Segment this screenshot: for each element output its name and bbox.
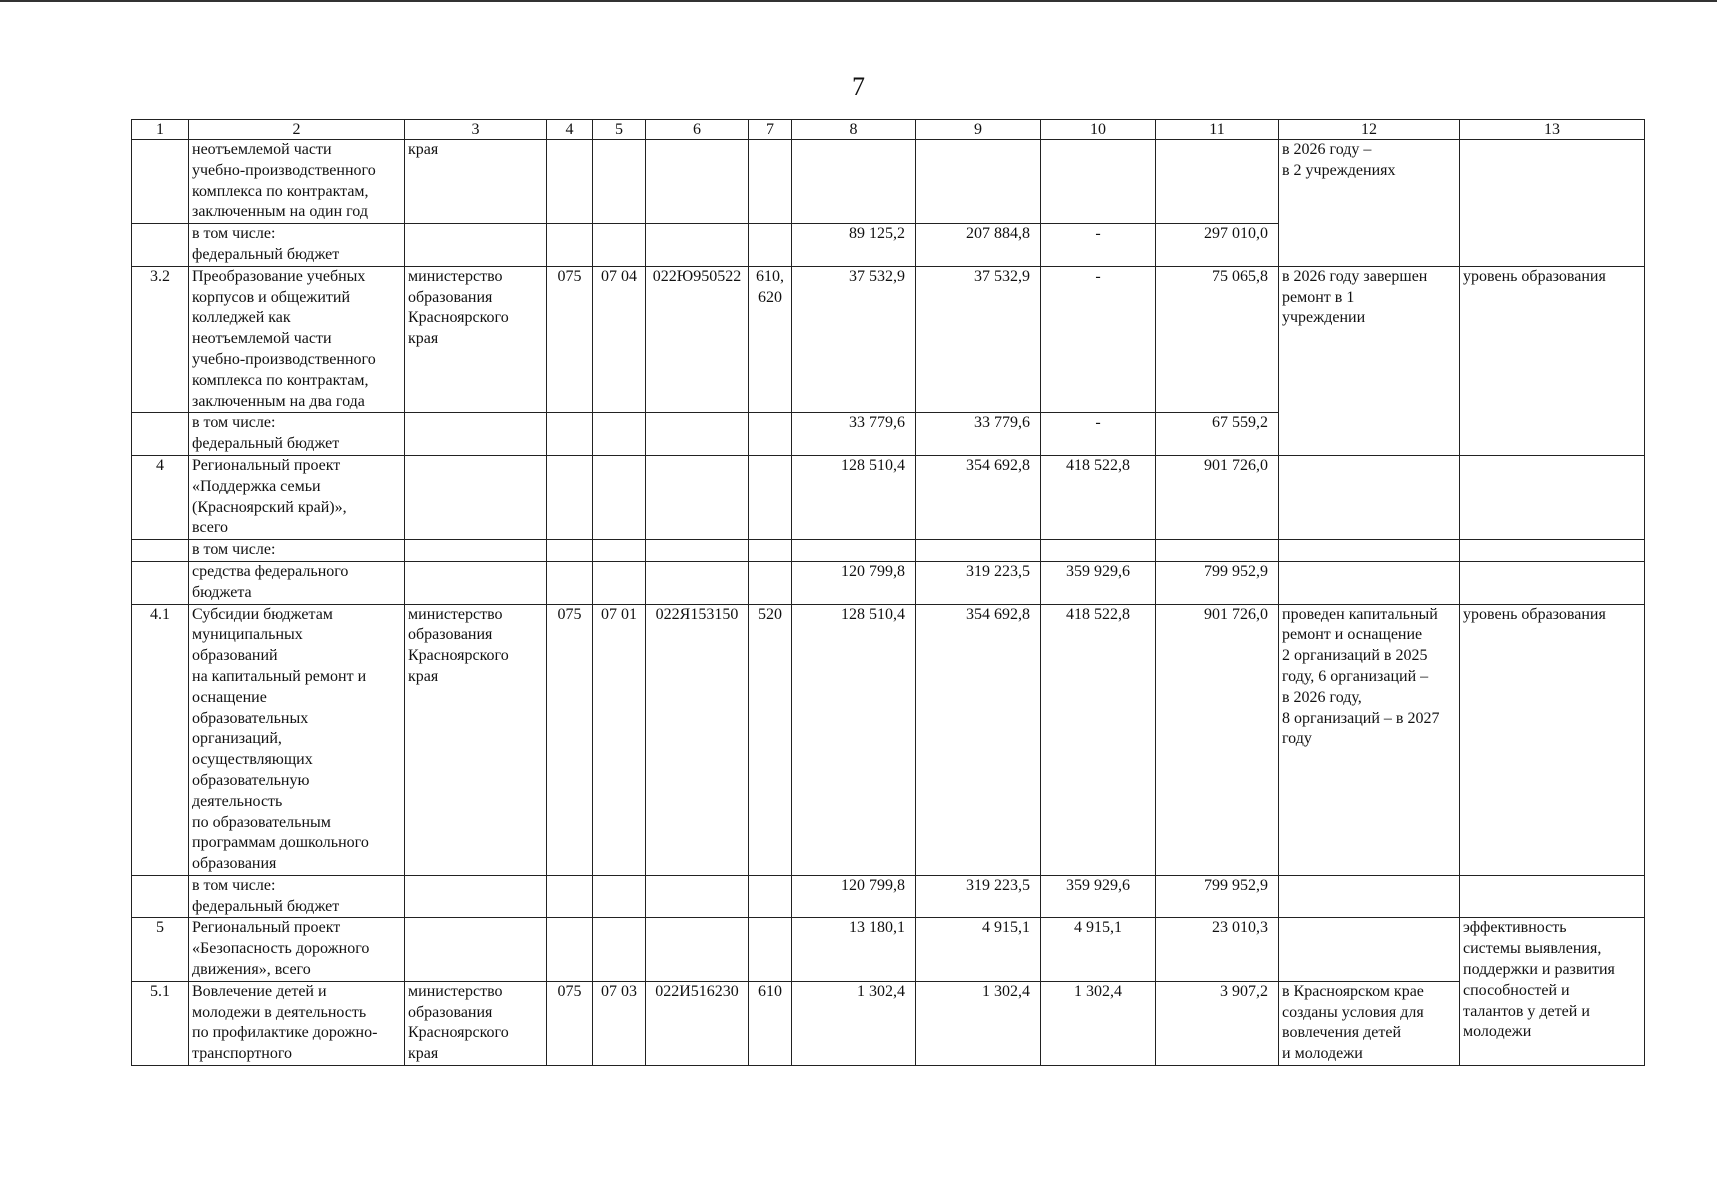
row-value-11: 799 952,9 — [1156, 875, 1279, 918]
row-value-11: 297 010,0 — [1156, 224, 1279, 267]
row-name: Региональный проект «Безопасность дорожного движения», всего — [189, 918, 405, 981]
row-value-11: 901 726,0 — [1156, 604, 1279, 875]
row-value-10: 418 522,8 — [1041, 604, 1156, 875]
row-name: в том числе: федеральный бюджет — [189, 224, 405, 267]
row-code-4 — [547, 540, 593, 562]
row-code-6 — [646, 540, 749, 562]
row-value-11: 75 065,8 — [1156, 266, 1279, 413]
row-result: в Красноярском крае созданы условия для вовлечения детей и молодежи — [1279, 981, 1460, 1065]
row-value-10: 359 929,6 — [1041, 561, 1156, 604]
row-result — [1279, 540, 1460, 562]
row-result: в 2026 году завершен ремонт в 1 учреждении — [1279, 266, 1460, 455]
row-code-4 — [547, 455, 593, 539]
row-value-10: 4 915,1 — [1041, 918, 1156, 981]
row-value-11: 67 559,2 — [1156, 413, 1279, 456]
row-value-10: - — [1041, 224, 1156, 267]
row-indicator: эффективность системы выявления, поддержки и развития способностей и талантов у детей и молодежи — [1460, 918, 1645, 1066]
row-value-10 — [1041, 540, 1156, 562]
row-result — [1279, 561, 1460, 604]
table-row — [132, 875, 1645, 918]
row-name: Региональный проект «Поддержка семьи (Красноярский край)», всего — [189, 455, 405, 539]
row-name: в том числе: — [189, 540, 405, 562]
row-number: 5 — [132, 918, 189, 981]
row-code-5 — [593, 224, 646, 267]
row-indicator — [1460, 561, 1645, 604]
row-code-6: 022Я153150 — [646, 604, 749, 875]
row-value-8: 1 302,4 — [792, 981, 916, 1065]
row-result: проведен капитальный ремонт и оснащение 2 организаций в 2025 году, 6 организаций – в 2026 году, 8 организаций – в 2027 году — [1279, 604, 1460, 875]
row-value-8 — [792, 540, 916, 562]
row-value-10: 359 929,6 — [1041, 875, 1156, 918]
row-value-9: 37 532,9 — [916, 266, 1041, 413]
row-code-7 — [749, 455, 792, 539]
row-code-4 — [547, 140, 593, 224]
row-number — [132, 540, 189, 562]
row-code-4 — [547, 561, 593, 604]
row-code-5 — [593, 540, 646, 562]
row-organization — [405, 455, 547, 539]
column-header: 8 — [792, 120, 916, 140]
row-result — [1279, 918, 1460, 981]
row-value-9 — [916, 140, 1041, 224]
row-code-5 — [593, 455, 646, 539]
row-value-9: 33 779,6 — [916, 413, 1041, 456]
budget-table — [131, 119, 1645, 1066]
row-code-7 — [749, 224, 792, 267]
row-organization: министерство образования Красноярского края — [405, 604, 547, 875]
row-code-7 — [749, 875, 792, 918]
row-value-8 — [792, 140, 916, 224]
row-code-7 — [749, 540, 792, 562]
row-value-11: 23 010,3 — [1156, 918, 1279, 981]
row-code-5 — [593, 918, 646, 981]
row-code-7 — [749, 140, 792, 224]
row-value-8: 37 532,9 — [792, 266, 916, 413]
row-value-11: 901 726,0 — [1156, 455, 1279, 539]
table-row — [132, 455, 1645, 539]
row-code-6 — [646, 140, 749, 224]
column-header: 12 — [1279, 120, 1460, 140]
row-organization — [405, 413, 547, 456]
row-code-6 — [646, 413, 749, 456]
row-value-9: 4 915,1 — [916, 918, 1041, 981]
row-indicator: уровень образования — [1460, 266, 1645, 455]
row-organization — [405, 875, 547, 918]
column-header: 3 — [405, 120, 547, 140]
row-value-9: 319 223,5 — [916, 875, 1041, 918]
row-organization: министерство образования Красноярского края — [405, 981, 547, 1065]
row-indicator: уровень образования — [1460, 604, 1645, 875]
page-number: 7 — [852, 72, 865, 101]
row-code-4 — [547, 224, 593, 267]
column-header: 6 — [646, 120, 749, 140]
row-value-10: - — [1041, 413, 1156, 456]
row-organization: министерство образования Красноярского края — [405, 266, 547, 413]
row-code-6 — [646, 561, 749, 604]
row-code-7: 520 — [749, 604, 792, 875]
row-code-4 — [547, 918, 593, 981]
table-row — [132, 540, 1645, 562]
row-value-9 — [916, 540, 1041, 562]
row-name: Преобразование учебных корпусов и общежитий колледжей как неотъемлемой части учебно-производственного комплекса по контрактам, заключенным на два года — [189, 266, 405, 413]
table-row — [132, 561, 1645, 604]
column-header: 9 — [916, 120, 1041, 140]
row-organization: края — [405, 140, 547, 224]
row-code-5: 07 04 — [593, 266, 646, 413]
row-result — [1279, 455, 1460, 539]
row-code-5 — [593, 413, 646, 456]
row-organization — [405, 918, 547, 981]
row-name: средства федерального бюджета — [189, 561, 405, 604]
row-code-5: 07 03 — [593, 981, 646, 1065]
row-value-11 — [1156, 540, 1279, 562]
row-organization — [405, 224, 547, 267]
row-code-6 — [646, 224, 749, 267]
row-value-8: 13 180,1 — [792, 918, 916, 981]
row-value-10: - — [1041, 266, 1156, 413]
row-name: в том числе: федеральный бюджет — [189, 413, 405, 456]
row-code-6 — [646, 455, 749, 539]
row-value-8: 120 799,8 — [792, 875, 916, 918]
row-value-11 — [1156, 140, 1279, 224]
row-number: 3.2 — [132, 266, 189, 413]
row-number — [132, 224, 189, 267]
table-row — [132, 604, 1645, 875]
row-value-9: 207 884,8 — [916, 224, 1041, 267]
column-header: 2 — [189, 120, 405, 140]
row-value-11: 3 907,2 — [1156, 981, 1279, 1065]
column-header: 7 — [749, 120, 792, 140]
row-code-5: 07 01 — [593, 604, 646, 875]
row-value-8: 120 799,8 — [792, 561, 916, 604]
column-header: 13 — [1460, 120, 1645, 140]
row-code-6 — [646, 918, 749, 981]
row-code-6: 022Ю950522 — [646, 266, 749, 413]
row-value-8: 128 510,4 — [792, 455, 916, 539]
row-value-10: 1 302,4 — [1041, 981, 1156, 1065]
row-code-7 — [749, 561, 792, 604]
row-code-7: 610 — [749, 981, 792, 1065]
row-code-6: 022И516230 — [646, 981, 749, 1065]
row-indicator — [1460, 875, 1645, 918]
row-value-9: 354 692,8 — [916, 455, 1041, 539]
row-indicator — [1460, 540, 1645, 562]
row-code-4: 075 — [547, 604, 593, 875]
row-number: 4.1 — [132, 604, 189, 875]
table-row — [132, 266, 1645, 413]
row-code-4: 075 — [547, 266, 593, 413]
column-header: 1 — [132, 120, 189, 140]
row-value-9: 319 223,5 — [916, 561, 1041, 604]
row-result — [1279, 875, 1460, 918]
table-row — [132, 140, 1645, 224]
column-header: 5 — [593, 120, 646, 140]
column-header: 11 — [1156, 120, 1279, 140]
column-number-row — [132, 120, 1645, 140]
row-code-7: 610, 620 — [749, 266, 792, 413]
row-number: 4 — [132, 455, 189, 539]
row-name: неотъемлемой части учебно-производственного комплекса по контрактам, заключенным на один год — [189, 140, 405, 224]
row-code-7 — [749, 413, 792, 456]
row-code-7 — [749, 918, 792, 981]
row-code-6 — [646, 875, 749, 918]
row-number: 5.1 — [132, 981, 189, 1065]
row-value-8: 33 779,6 — [792, 413, 916, 456]
row-value-8: 128 510,4 — [792, 604, 916, 875]
row-value-8: 89 125,2 — [792, 224, 916, 267]
column-header: 10 — [1041, 120, 1156, 140]
row-code-4 — [547, 413, 593, 456]
row-number — [132, 413, 189, 456]
scan-top-edge — [0, 0, 1717, 2]
row-organization — [405, 561, 547, 604]
column-header: 4 — [547, 120, 593, 140]
table-row — [132, 918, 1645, 981]
row-value-9: 1 302,4 — [916, 981, 1041, 1065]
row-name: в том числе: федеральный бюджет — [189, 875, 405, 918]
row-organization — [405, 540, 547, 562]
table-row — [132, 981, 1645, 1065]
row-name: Вовлечение детей и молодежи в деятельность по профилактике дорожно- транспортного — [189, 981, 405, 1065]
row-number — [132, 561, 189, 604]
row-code-5 — [593, 140, 646, 224]
row-code-5 — [593, 875, 646, 918]
row-code-4 — [547, 875, 593, 918]
row-number — [132, 875, 189, 918]
row-value-9: 354 692,8 — [916, 604, 1041, 875]
row-indicator — [1460, 455, 1645, 539]
row-value-11: 799 952,9 — [1156, 561, 1279, 604]
row-code-4: 075 — [547, 981, 593, 1065]
row-result: в 2026 году – в 2 учреждениях — [1279, 140, 1460, 267]
row-value-10 — [1041, 140, 1156, 224]
row-name: Субсидии бюджетам муниципальных образований на капитальный ремонт и оснащение образовательных организаций, осуществляющих образовательную деятельность по образовательным программам дошкольного образования — [189, 604, 405, 875]
row-number — [132, 140, 189, 224]
row-indicator — [1460, 140, 1645, 267]
row-value-10: 418 522,8 — [1041, 455, 1156, 539]
row-code-5 — [593, 561, 646, 604]
